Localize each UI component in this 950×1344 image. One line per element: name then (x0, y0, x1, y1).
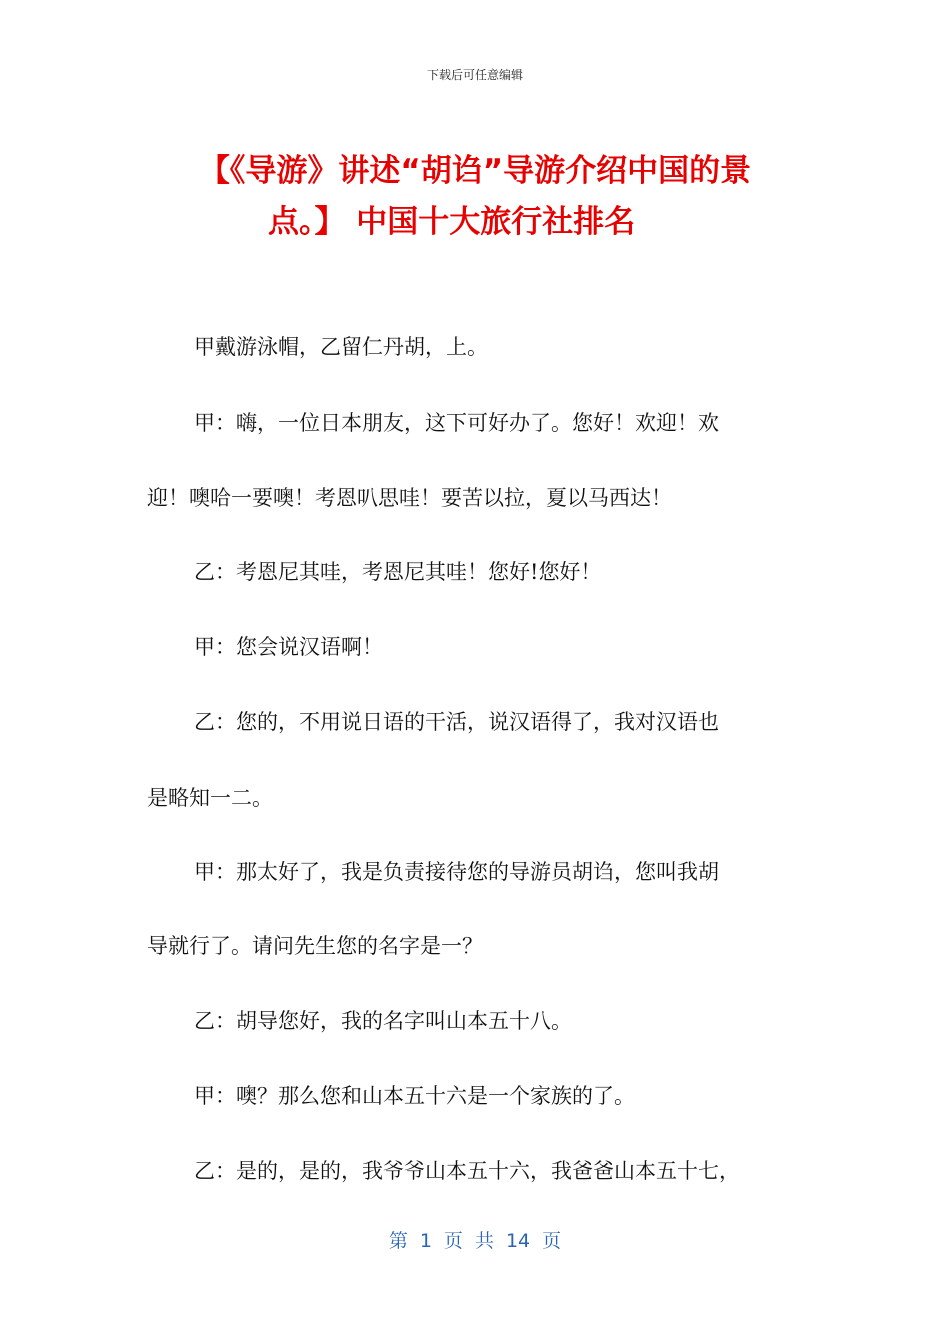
footer-total-pages: 14 (505, 1230, 531, 1252)
header-note: 下载后可任意编辑 (426, 68, 523, 82)
paragraph-line: 迎！噢哈一要噢！考恩叭思哇！要苦以拉，夏以马西达！ (147, 486, 672, 510)
paragraph-line: 甲：您会说汉语啊！ (194, 635, 383, 659)
paragraph-line: 甲：噢？那么您和山本五十六是一个家族的了。 (194, 1084, 635, 1108)
page-footer (0, 1226, 950, 1253)
paragraph-line: 乙：考恩尼其哇，考恩尼其哇！您好!您好！ (194, 560, 602, 584)
paragraph-line: 乙：您的，不用说日语的干活，说汉语得了，我对汉语也 (194, 710, 719, 734)
footer-label-ye: 页 (542, 1230, 562, 1252)
footer-page-number: 1 (419, 1230, 432, 1252)
footer-label-ye-gong: 页 共 (443, 1230, 494, 1252)
paragraph-line: 导就行了。请问先生您的名字是一？ (147, 934, 483, 958)
document-title-line-1: 【《导游》讲述“胡诌”导游介绍中国的景 (198, 153, 752, 189)
paragraph-line: 乙：是的，是的，我爷爷山本五十六，我爸爸山本五十七， (194, 1159, 740, 1183)
paragraph-line: 是略知一二。 (147, 786, 273, 810)
paragraph-line: 乙：胡导您好，我的名字叫山本五十八。 (194, 1009, 572, 1033)
footer-label-di: 第 (388, 1230, 408, 1252)
paragraph-line: 甲戴游泳帽，乙留仁丹胡，上。 (194, 335, 488, 359)
paragraph-line: 甲：嗨，一位日本朋友，这下可好办了。您好！欢迎！欢 (194, 411, 719, 435)
paragraph-line: 甲：那太好了，我是负责接待您的导游员胡诌，您叫我胡 (194, 860, 719, 884)
document-title-line-2: 点。】 中国十大旅行社排名 (268, 204, 636, 240)
